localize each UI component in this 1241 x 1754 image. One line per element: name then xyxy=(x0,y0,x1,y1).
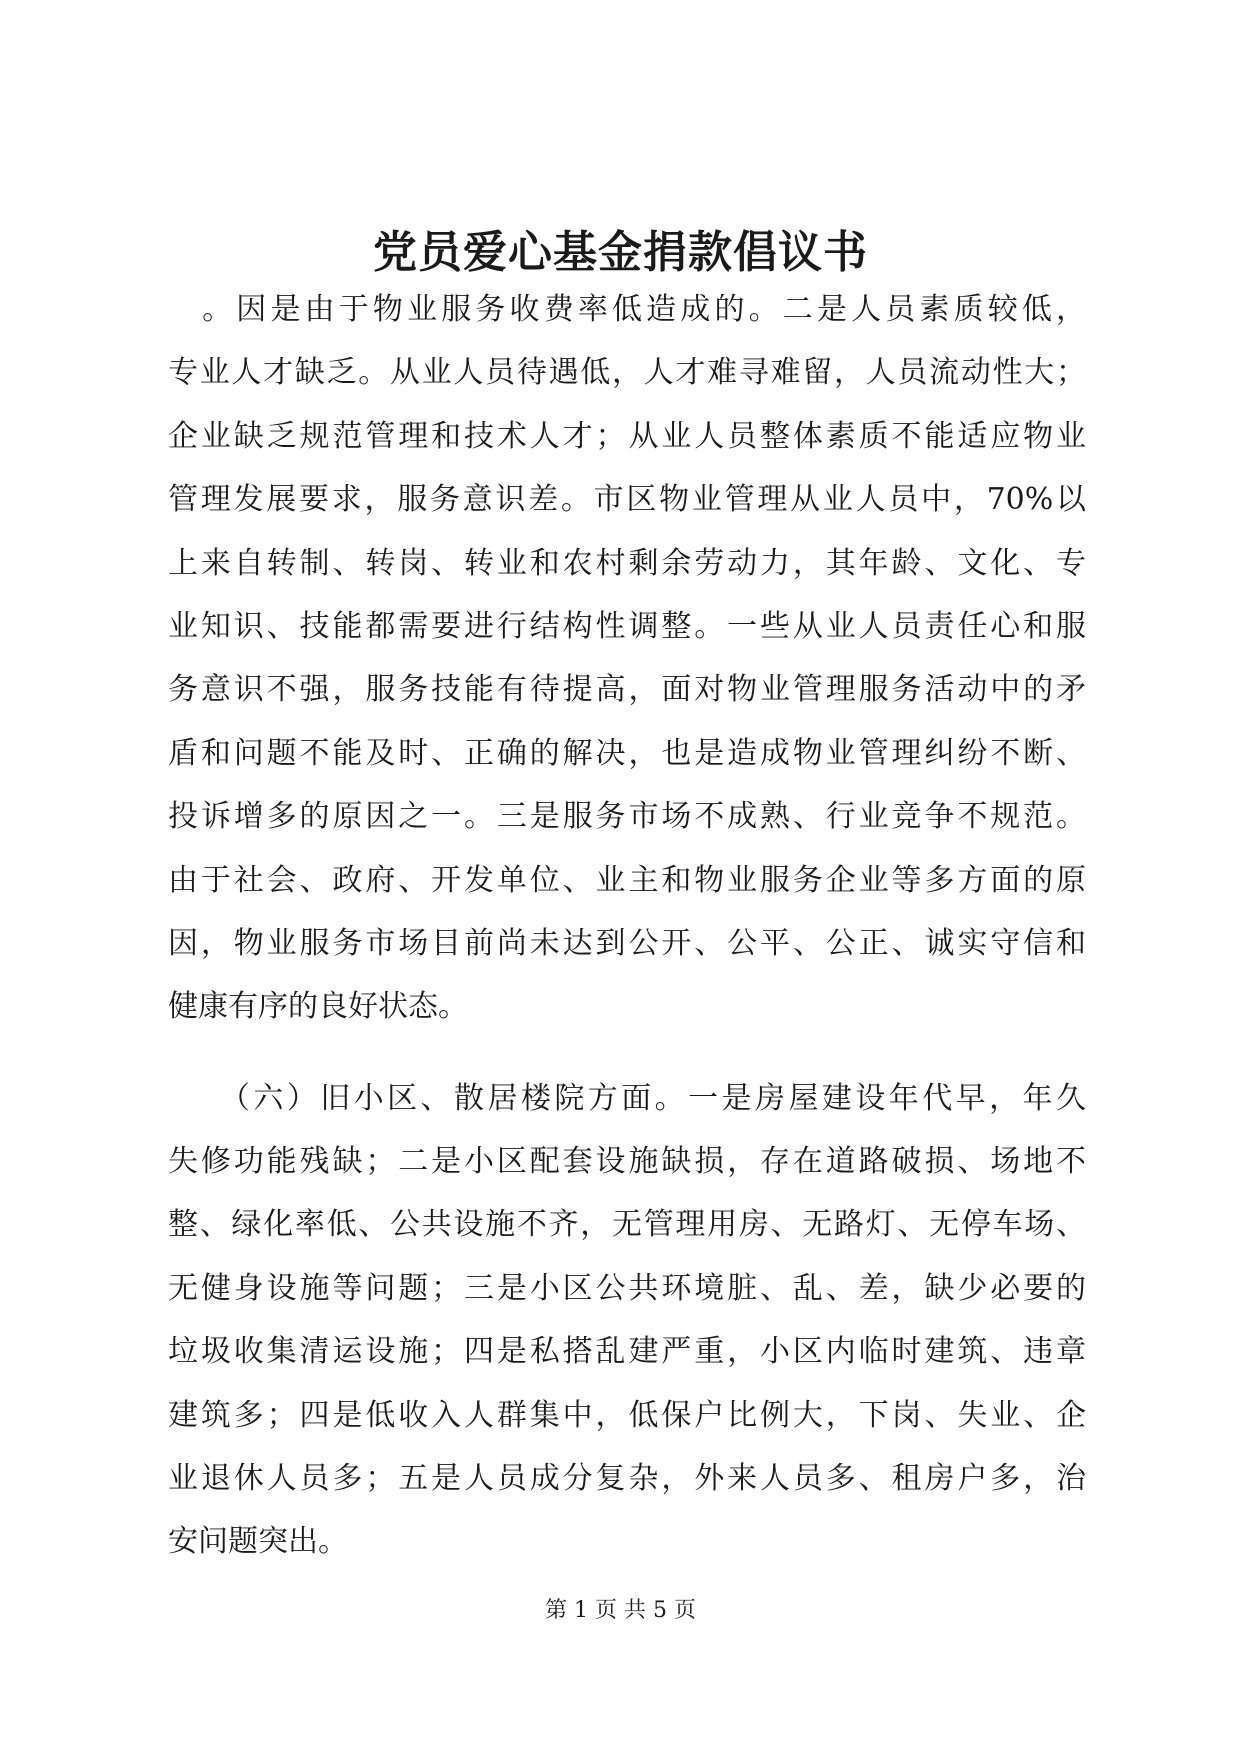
text-line: 整、绿化率低、公共设施不齐，无管理用房、无路灯、无停车场、 xyxy=(168,1207,1086,1243)
page-number: 第 1 页 共 5 页 xyxy=(545,1598,696,1623)
paragraph-2 xyxy=(168,1067,1086,1574)
text-line: 投诉增多的原因之一。三是服务市场不成熟、行业竞争不规范。 xyxy=(168,799,1086,835)
document-body xyxy=(168,278,1086,1574)
text-line: （六）旧小区、散居楼院方面。一是房屋建设年代早，年久 xyxy=(168,1080,1086,1116)
paragraph-1 xyxy=(168,278,1086,1039)
paragraph-gap xyxy=(168,1039,1086,1067)
text-line: 上来自转制、转岗、转业和农村剩余劳动力，其年龄、文化、专 xyxy=(168,545,1086,581)
text-line: 由于社会、政府、开发单位、业主和物业服务企业等多方面的原 xyxy=(168,862,1086,898)
document-title: 党员爱心基金捐款倡议书 xyxy=(373,227,868,278)
text-line: 健康有序的良好状态。 xyxy=(168,989,468,1025)
text-line: 失修功能残缺；二是小区配套设施缺损，存在道路破损、场地不 xyxy=(168,1144,1086,1180)
text-line: 务意识不强，服务技能有待提高，面对物业管理服务活动中的矛 xyxy=(168,672,1086,708)
page-footer xyxy=(0,1596,1241,1626)
text-line: 管理发展要求，服务意识差。市区物业管理从业人员中，70%以 xyxy=(168,482,1086,518)
text-line: 建筑多；四是低收入人群集中，低保户比例大，下岗、失业、企 xyxy=(168,1397,1086,1433)
text-line: 安问题突出。 xyxy=(168,1524,348,1560)
text-line: 。因是由于物业服务收费率低造成的。二是人员素质较低， xyxy=(168,292,1086,327)
text-line: 因，物业服务市场目前尚未达到公开、公平、公正、诚实守信和 xyxy=(168,925,1086,961)
text-line: 业退休人员多；五是人员成分复杂，外来人员多、租房户多，治 xyxy=(168,1461,1086,1497)
text-line: 业知识、技能都需要进行结构性调整。一些从业人员责任心和服 xyxy=(168,608,1086,644)
text-line: 盾和问题不能及时、正确的解决，也是造成物业管理纠纷不断、 xyxy=(168,735,1086,771)
text-line: 企业缺乏规范管理和技术人才；从业人员整体素质不能适应物业 xyxy=(168,418,1086,454)
text-line: 专业人才缺乏。从业人员待遇低，人才难寻难留，人员流动性大； xyxy=(168,355,1086,391)
text-line: 无健身设施等问题；三是小区公共环境脏、乱、差，缺少必要的 xyxy=(168,1270,1086,1306)
text-line: 垃圾收集清运设施；四是私搭乱建严重，小区内临时建筑、违章 xyxy=(168,1334,1086,1370)
